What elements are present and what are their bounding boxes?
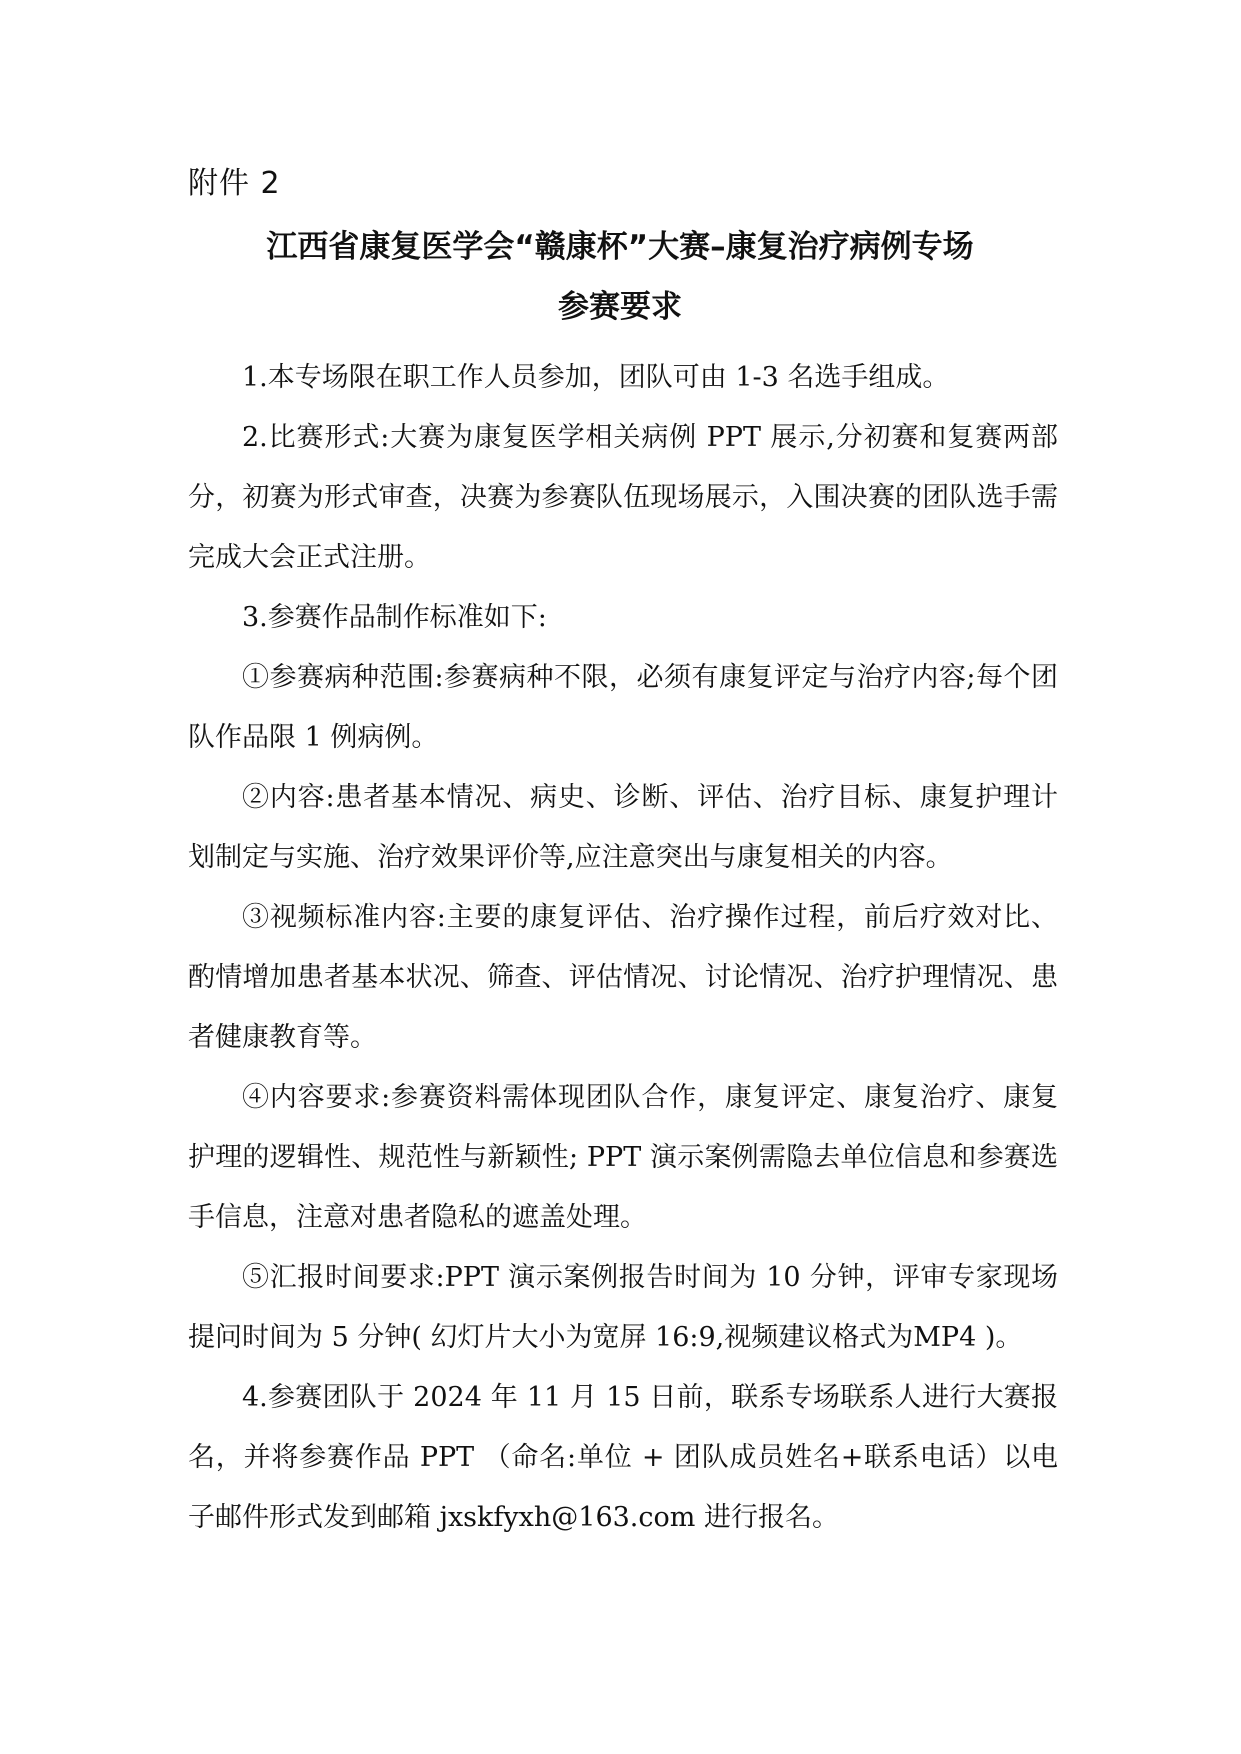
paragraph-registration: 4.参赛团队于 2024 年 11 月 15 日前，联系专场联系人进行大赛报名，并将参赛作品 PPT （命名:单位 + 团队成员姓名+联系电话）以电子邮件形式发到邮箱 jxskfyxh@163.com 进行报名。 — [188, 1382, 1058, 1533]
paragraph-eligibility: 1.本专场限在职工作人员参加，团队可由 1-3 名选手组成。 — [242, 362, 950, 393]
paragraph-disease-scope: ①参赛病种范围:参赛病种不限，必须有康复评定与治疗内容;每个团队作品限 1 例病例。 — [188, 662, 1058, 753]
document-body — [188, 348, 1058, 1548]
paragraph-presentation-time: ⑤汇报时间要求:PPT 演示案例报告时间为 10 分钟，评审专家现场提问时间为 5 分钟( 幻灯片大小为宽屏 16:9,视频建议格式为MP4 )。 — [188, 1262, 1058, 1353]
document-title-line-2: 参赛要求 — [558, 289, 682, 325]
paragraph-competition-format: 2.比赛形式:大赛为康复医学相关病例 PPT 展示,分初赛和复赛两部分，初赛为形式审查，决赛为参赛队伍现场展示，入围决赛的团队选手需完成大会正式注册。 — [188, 422, 1058, 573]
paragraph-video-standard: ③视频标准内容:主要的康复评估、治疗操作过程，前后疗效对比、酌情增加患者基本状况、筛查、评估情况、讨论情况、治疗护理情况、患者健康教育等。 — [188, 902, 1058, 1053]
attachment-label: 附件 2 — [188, 166, 281, 201]
document-title-line-1: 江西省康复医学会“赣康杯”大赛–康复治疗病例专场 — [266, 229, 974, 265]
paragraph-production-standards: 3.参赛作品制作标准如下: — [242, 602, 547, 633]
paragraph-content: ②内容:患者基本情况、病史、诊断、评估、治疗目标、康复护理计划制定与实施、治疗效果评价等,应注意突出与康复相关的内容。 — [188, 782, 1058, 873]
paragraph-content-requirements: ④内容要求:参赛资料需体现团队合作，康复评定、康复治疗、康复护理的逻辑性、规范性与新颖性; PPT 演示案例需隐去单位信息和参赛选手信息，注意对患者隐私的遮盖处理。 — [188, 1082, 1058, 1233]
